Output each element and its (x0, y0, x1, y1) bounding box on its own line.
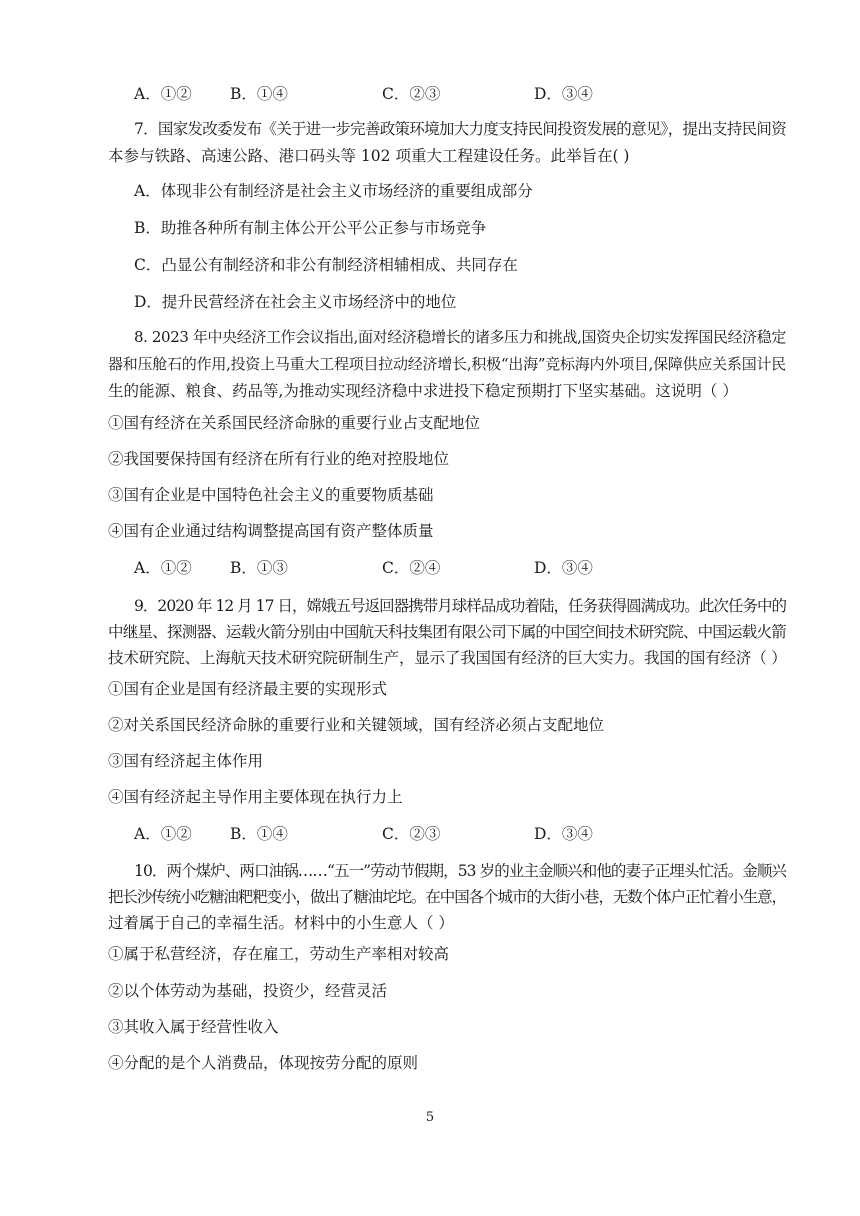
q10-stem-line1: 10．两个煤炉、两口油锅……“五一”劳动节假期，53 岁的业主金顺兴和他的妻子正埋头忙活。金顺兴 (134, 862, 786, 880)
q9-option-b[interactable]: B．①④ (230, 825, 288, 843)
q6-option-b[interactable]: B．①④ (230, 85, 288, 103)
q8-option-c[interactable]: C．②④ (382, 559, 441, 577)
q6-option-a[interactable]: A．①② (134, 85, 192, 103)
q6-options (134, 84, 694, 104)
q9-stem-line2: 中继星、探测器、运载火箭分别由中国航天科技集团有限公司下属的中国空间技术研究院、中国运载火箭 (108, 623, 786, 641)
q9-options (134, 824, 694, 844)
q8-options (134, 558, 694, 578)
q10-item-1: ①属于私营经济，存在雇工，劳动生产率相对较高 (108, 945, 450, 963)
q9-option-c[interactable]: C．②③ (382, 825, 441, 843)
q8-item-1: ①国有经济在关系国民经济命脉的重要行业占支配地位 (108, 414, 481, 432)
q10-item-4: ④分配的是个人消费品，体现按劳分配的原则 (108, 1054, 419, 1072)
q10-stem-line3: 过着属于自己的幸福生活。材料中的小生意人（ ） (108, 914, 454, 932)
q9-item-2: ②对关系国民经济命脉的重要行业和关键领域，国有经济必须占支配地位 (108, 716, 605, 734)
q10-stem-line2: 把长沙传统小吃糖油粑粑变小，做出了糖油坨坨。在中国各个城市的大街小巷，无数个体户正忙着小生意， (108, 888, 786, 906)
q8-option-a[interactable]: A．①② (134, 559, 192, 577)
q10-item-3: ③其收入属于经营性收入 (108, 1018, 279, 1036)
q8-option-b[interactable]: B．①③ (230, 559, 288, 577)
q7-choice-b[interactable]: B．助推各种所有制主体公开公平公正参与市场竞争 (134, 219, 487, 237)
q7-choice-a[interactable]: A．体现非公有制经济是社会主义市场经济的重要组成部分 (134, 182, 533, 200)
q8-option-d[interactable]: D．③④ (534, 559, 593, 577)
q9-option-a[interactable]: A．①② (134, 825, 192, 843)
q8-stem-line3: 生的能源、粮食、药品等,为推动实现经济稳中求进投下稳定预期打下坚实基础。这说明（ ） (108, 382, 738, 400)
page-number: 5 (425, 1110, 435, 1125)
q6-option-d[interactable]: D．③④ (534, 85, 593, 103)
q8-stem-line1: 8. 2023 年中央经济工作会议指出,面对经济稳增长的诸多压力和挑战,国资央企切实发挥国民经济稳定 (134, 328, 787, 346)
q8-item-4: ④国有企业通过结构调整提高国有资产整体质量 (108, 522, 434, 540)
q9-item-4: ④国有经济起主导作用主要体现在执行力上 (108, 788, 403, 806)
q7-choice-d[interactable]: D．提升民营经济在社会主义市场经济中的地位 (134, 293, 457, 311)
q7-stem-line1: 7．国家发改委发布《关于进一步完善政策环境加大力度支持民间投资发展的意见》，提出支持民间资 (134, 120, 786, 138)
q8-stem-line2: 器和压舱石的作用,投资上马重大工程项目拉动经济增长,积极“出海”竞标海内外项目,保障供应关系国计民 (108, 355, 786, 373)
q9-option-d[interactable]: D．③④ (534, 825, 593, 843)
q7-stem-line2: 本参与铁路、高速公路、港口码头等 102 项重大工程建设任务。此举旨在( ) (108, 147, 630, 165)
q10-item-2: ②以个体劳动为基础，投资少，经营灵活 (108, 982, 388, 1000)
q8-item-2: ②我国要保持国有经济在所有行业的绝对控股地位 (108, 450, 450, 468)
q9-stem-line1: 9．2020 年 12 月 17 日，嫦娥五号返回器携带月球样品成功着陆，任务获得圆满成功。此次任务中的 (134, 597, 787, 615)
q8-item-3: ③国有企业是中国特色社会主义的重要物质基础 (108, 486, 434, 504)
q9-item-3: ③国有经济起主体作用 (108, 752, 264, 770)
q9-stem-line3: 技术研究院、上海航天技术研究院研制生产，显示了我国国有经济的巨大实力。我国的国有经济（ ） (108, 649, 787, 667)
q7-choice-c[interactable]: C．凸显公有制经济和非公有制经济相辅相成、共同存在 (134, 256, 518, 274)
q9-item-1: ①国有企业是国有经济最主要的实现形式 (108, 680, 388, 698)
q6-option-c[interactable]: C．②③ (382, 85, 441, 103)
